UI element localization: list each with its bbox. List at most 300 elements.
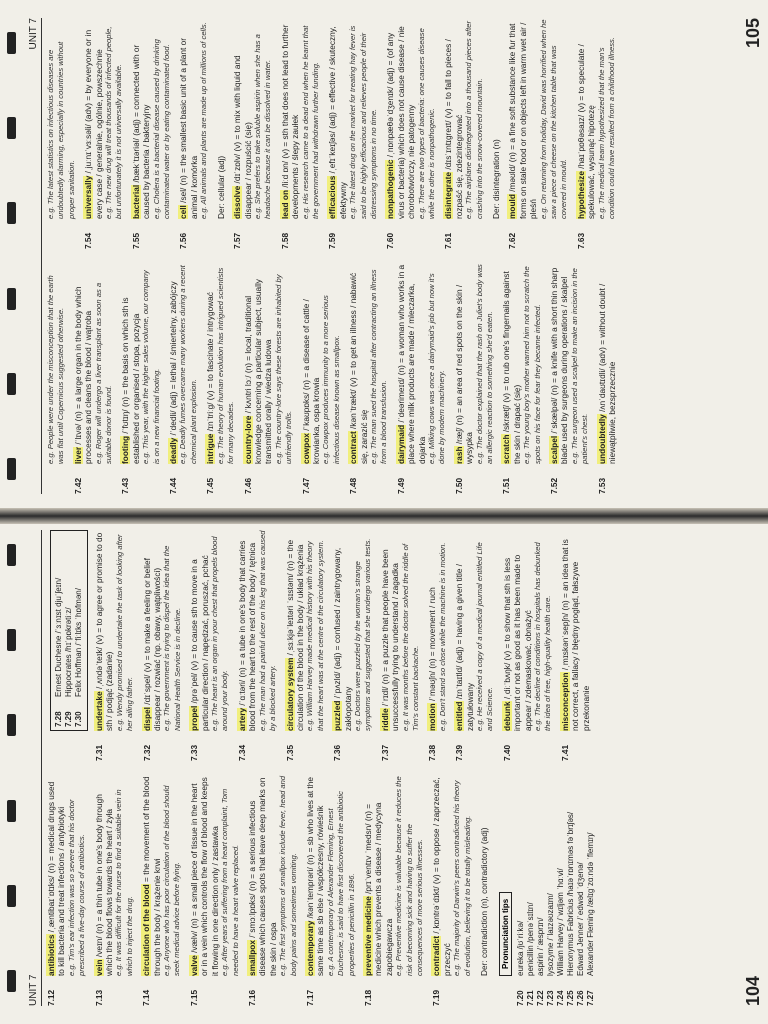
vocab-entry <box>479 775 489 1006</box>
left-column-2 <box>46 530 738 761</box>
entry-headword: circulatory system <box>284 657 295 731</box>
entry-headword: dispel <box>141 707 152 731</box>
entry-number: 7.16 <box>246 989 257 1006</box>
entry-headword: smallpox <box>246 940 257 976</box>
entry-example: e.g. People were under the misconception that the earth was flat until Copernicus suggested otherwise. <box>46 275 66 464</box>
entry-example: e.g. The new drug will treat thousands of infected people, but unfortunately it is not universally available. <box>104 26 124 219</box>
pronunciation-list <box>516 775 596 1006</box>
vocab-entry <box>549 263 591 494</box>
pronunciation-text: William Harvey /ˈwɪljəm ˈhɑːvi/ <box>556 868 566 976</box>
entry-definition: /ˈrɪdl/ (n) = a puzzle that people have been unsuccessfully trying to understand / zagadka <box>379 549 401 731</box>
entry-example: e.g. He received a copy of a medical journal entitled Life and Science. <box>475 542 495 731</box>
entry-body <box>247 775 299 976</box>
entry-headword: dairymaid <box>395 424 406 464</box>
entry-body <box>427 530 448 731</box>
vocab-entry <box>327 18 379 249</box>
entry-headword: undertake <box>94 691 104 731</box>
entry-number: 7.22 <box>536 990 546 1006</box>
entry-headword: propel <box>189 705 200 731</box>
entry-definition: /ræʃ/ (n) = an area of red spots on the skin / wysypka <box>453 284 475 464</box>
entry-definition: /ˌjuːnɪˈvɜːsəli/ (adv) = by everyone or in every case / generalnie, ogólnie, powszechnie <box>83 29 104 219</box>
entry-definition: /ˌefɪˈkeɪʃəs/ (adj) = effective / skuteczny, efektywny <box>327 26 348 219</box>
entry-definition: /sel/ (n) = the smallest basic unit of a plant or animal / komórka <box>178 37 199 219</box>
entry-body <box>120 263 162 464</box>
entry-headword: scratch <box>501 434 512 464</box>
entry-definition: /ˈɑːtəri/ (n) = a tube in one's body that carries blood from the heart to the rest of the body / tętnica <box>236 540 258 731</box>
entry-definition: /ˈdeərimeɪd/ (n) = a woman who works in a place where milk products are made / mleczarka, dojarka <box>395 264 427 464</box>
entry-number: 7.27 <box>586 990 596 1006</box>
vocab-entry <box>396 263 448 494</box>
entry-definition: /dɪˈzɒlv/ (v) = to mix with liquid and disappear / rozpuścić (się) <box>232 55 253 219</box>
vocab-entry <box>46 775 88 1006</box>
entry-definition: /haɪˈpɒθəsaɪz/ (v) = to speculate / spekulować, wysunąć hipotezę <box>575 44 597 219</box>
entry-headword: entitled <box>454 701 465 731</box>
entry-body <box>189 530 231 731</box>
vocab-entry <box>502 530 554 761</box>
entry-number: 7.30 <box>74 711 83 727</box>
entry-example: e.g. The first symptoms of smallpox include fever, head and body pains and sometimes vomiting. <box>278 775 298 976</box>
entry-headword: disintegrate <box>443 171 454 219</box>
vocab-entry <box>576 18 618 249</box>
entry-example: e.g. The man sued the hospital after contracting an illness from a blood transfusion. <box>368 269 389 464</box>
entry-example: e.g. The young boy's mother warned him not to scratch the spots on his face for fear they became infected. <box>522 266 542 464</box>
entry-body <box>83 18 125 219</box>
entry-body <box>443 18 485 219</box>
entry-example: e.g. There are two types of bacteria: one causes disease while the other is nonpathogenic. <box>416 28 436 219</box>
entry-definition: /kənˈtrækt/ (v) = to get an illness / nabawić się, zarazić się <box>348 272 369 464</box>
left-page <box>0 512 768 1024</box>
entry-number: 7.18 <box>362 989 373 1006</box>
entry-number: 7.59 <box>327 232 338 249</box>
entry-example: e.g. Anyone who has poor circulation of the blood should seek medical advice before flying. <box>162 785 182 976</box>
entry-definition: /ˈfʊtɪŋ/ (n) = the basis on which sth is established or organised / stopa, pozycja <box>120 297 141 464</box>
entry-number: 7.49 <box>395 477 406 494</box>
vocab-entry <box>237 530 279 761</box>
entry-body <box>46 775 88 976</box>
entry-example: e.g. Preventive medicine is valuable because it reduces the risk of becoming sick and having to suffer the consequences of more serious illnesses. <box>394 776 424 976</box>
entry-definition: /ˈskælpəl/ (n) = a knife with a short thin sharp blade used by surgeons during operations / skalpel <box>549 267 570 464</box>
entry-definition: /məʊld/ (n) = a fine soft substance like fur that forms on stale food or on objects left in warm wet air / pleśń <box>507 22 539 219</box>
pronunciation-text: aspirin /ˈæsprɪn/ <box>536 917 546 976</box>
entry-body <box>560 530 591 731</box>
vocab-entry <box>94 775 136 1006</box>
entry-body <box>94 530 136 731</box>
entry-number: 7.36 <box>332 744 343 761</box>
entry-headword: nonpathogenic <box>385 159 396 219</box>
entry-headword: universally <box>83 175 94 219</box>
vocab-entry <box>46 18 77 249</box>
vocab-entry <box>443 18 485 249</box>
entry-headword: efficacious <box>327 175 338 219</box>
vocab-entry <box>597 263 618 494</box>
entry-example: e.g. The doctor explained that the rash on Juliet's body was an allergic reaction to something she'd eaten. <box>474 264 495 464</box>
entry-example: e.g. The heart is an organ in your chest that propels blood around your body. <box>210 536 230 731</box>
entry-body <box>285 530 327 731</box>
vocab-entry <box>363 775 425 1006</box>
entry-number: 7.23 <box>546 990 556 1006</box>
vocab-entry <box>305 775 357 1006</box>
entry-number: 7.52 <box>549 477 560 494</box>
entry-definition: /prəˈpel/ (v) = to cause sth to move in a particular direction / napędzać, poruszać, pchać <box>189 555 210 731</box>
entry-body <box>131 18 173 219</box>
entry-headword: footing <box>120 435 131 464</box>
entry-example: e.g. It was difficult for the nurse to find a suitable vein in which to inject the drug. <box>114 789 134 976</box>
entry-headword: debunk <box>501 701 512 731</box>
pronunciation-item <box>556 775 566 1006</box>
entry-number: 7.57 <box>232 232 243 249</box>
entry-number: 7.12 <box>46 989 56 1006</box>
entry-definition: /ˈkaʊpɒks/ (n) = a disease of cattle / krowianka, ospa krowia <box>300 299 321 464</box>
entry-body <box>363 775 425 976</box>
entry-definition: /ˌnɒnpæθəˈdʒenɪk/ (adj) = (of any virus or bacteria) which does not cause disease / nie chorobotwórczy, nie patogenny <box>385 26 417 219</box>
entry-example: e.g. Roger will undergo a liver transplant as soon as a suitable donor is found. <box>93 282 114 464</box>
entry-example: e.g. The government is trying to dispel the idea that the National Health Service is in decline. <box>162 545 182 731</box>
entry-headword: lead on <box>279 189 290 219</box>
entry-body <box>501 263 543 464</box>
entry-number: 7.55 <box>130 232 141 249</box>
entry-definition: /ɪnˈtriːɡ/ (v) = to fascinate / intrygować <box>205 292 216 434</box>
pronunciation-item <box>74 534 84 727</box>
entry-headword: contract <box>348 431 359 464</box>
pronunciation-item <box>566 775 576 1006</box>
entry-number: 7.50 <box>453 477 464 494</box>
entry-number: 7.43 <box>120 477 131 494</box>
entry-body <box>348 263 390 464</box>
entry-headword: valve <box>188 955 199 976</box>
page-number: 104 <box>743 975 763 1006</box>
entry-example: e.g. The airplane disintegrated into a thousand pieces after crashing into the snow-covered mountain. <box>464 21 484 219</box>
entry-definition: /ˌæntibaɪˈɒtɪks/ (n) = medical drugs used to kill bacteria and treat infections / antybiotyki <box>46 781 67 976</box>
entry-number: 7.34 <box>236 744 247 761</box>
vocab-entry <box>120 263 162 494</box>
entry-number <box>479 976 489 1006</box>
entry-headword: country-lore <box>242 415 253 464</box>
entry-body <box>168 263 199 464</box>
entry-definition: Der: contradiction (n), contradictory (adj) <box>479 827 490 976</box>
entry-body <box>243 263 295 464</box>
pronunciation-text: Ernest Duchesne /ˈɜːnɪst djuˈʃeɪn/ <box>54 577 63 697</box>
pronunciation-item <box>516 775 526 1006</box>
unit-header: UNIT 7 <box>28 18 42 494</box>
entry-example: e.g. The latest drug on the market for treating hay fever is said to be highly efficacious and relieves people of their distressing symptoms in no time. <box>348 25 378 219</box>
entry-example: e.g. The country-lore says these forests are inhabited by unfriendly trolls. <box>273 274 294 464</box>
right-column-2 <box>46 18 738 249</box>
pronunciation-text: penicillin /penəˈsɪlɪn/ <box>526 902 536 976</box>
vocab-entry <box>189 775 241 1006</box>
pronunciation-text: lysozyme /ˈlaɪzəʊzaɪm/ <box>546 893 556 976</box>
entry-body <box>216 18 226 219</box>
entry-number: 7.37 <box>379 744 390 761</box>
entry-headword: misconception <box>559 672 570 731</box>
entry-example: e.g. Don't stand so close while the machine is in motion. <box>437 542 447 731</box>
vocab-entry <box>131 18 173 249</box>
entry-definition: /ˈsmɔːlpɒks/ (n) = a serious infectious disease which causes spots that leave deep marks on the skin / ospa <box>246 777 278 976</box>
pronunciation-item <box>576 775 586 1006</box>
entry-headword: artery <box>236 707 247 731</box>
entry-headword: contemporary <box>304 920 315 976</box>
entry-headword: preventive medicine <box>362 896 373 976</box>
entry-number <box>491 219 501 249</box>
entry-number: 7.31 <box>94 744 104 761</box>
entry-number: 7.41 <box>559 744 570 761</box>
entry-number: 7.35 <box>284 744 295 761</box>
entry-definition: /ɪnˈtaɪtld/ (adj) = having a given title / zatytułowany <box>454 563 475 731</box>
entry-number <box>46 464 67 494</box>
entry-number: 7.33 <box>189 744 200 761</box>
entry-body <box>396 263 448 464</box>
entry-example: e.g. On returning from holiday, David was horrified when he saw a piece of cheese on the kitchen table that was covered in mould. <box>538 19 569 219</box>
pronunciation-item <box>64 534 74 727</box>
entry-definition: /ˈdedli/ (adj) = lethal / śmiertelny, zabójczy <box>168 281 179 438</box>
entry-number: 7.45 <box>205 477 216 494</box>
entry-number: 7.63 <box>575 232 586 249</box>
entry-example: e.g. Doctors were puzzled by the woman's strange symptoms and suggested that she undergo various tests. <box>352 538 373 731</box>
entry-definition: /bækˈtɪəriəl/ (adj) = connected with or caused by bacteria / bakteryjny <box>130 44 152 219</box>
entry-definition: /dɪˈspel/ (v) = to make a feeling or belief disappear / rozwiać (np. obawy, wątpliwości) <box>141 558 163 731</box>
left-column-1 <box>46 775 738 1006</box>
vocab-entry <box>178 18 209 249</box>
entry-number: 7.61 <box>443 232 454 249</box>
entry-headword: scalpel <box>549 435 560 464</box>
entry-body <box>454 263 496 464</box>
entry-number: 7.60 <box>385 232 396 249</box>
entry-definition: Der: cellular (adj) <box>215 155 226 219</box>
entry-body <box>549 263 591 464</box>
pronunciation-text: Hippocrates /hɪˈpɒkrətiːz/ <box>64 607 73 697</box>
entry-body <box>491 18 501 219</box>
vocab-entry <box>205 263 236 494</box>
entry-number: 7.39 <box>454 744 465 761</box>
entry-definition: /ˈkʌntri lɔː/ (n) = local, traditional knowledge concerning a particular subject, usually transmitted orally / wiedza ludowa <box>242 279 274 464</box>
entry-body <box>380 530 422 731</box>
entry-body <box>46 18 77 219</box>
vocab-entry <box>189 530 231 761</box>
entry-number: 7.32 <box>141 744 152 761</box>
entry-example: e.g. Tim's ear infection was so severe that his doctor prescribed a five-day course of antibiotics. <box>66 799 87 976</box>
entry-number: 7.29 <box>64 711 73 727</box>
entry-example: e.g. After years of suffering from a heart complaint, Tom needed to have a heart valve replaced. <box>220 788 240 976</box>
entry-example: e.g. The latest statistics on infectious diseases are undoubtedly alarming, especially in countries without proper sanitation. <box>46 41 76 219</box>
entry-body <box>189 775 241 976</box>
vocab-entry <box>83 18 125 249</box>
entry-headword: rash <box>453 446 464 464</box>
pronunciation-item <box>536 775 546 1006</box>
entry-number: 7.42 <box>72 477 83 494</box>
entry-definition: /skrætʃ/ (v) = to rub one's fingernails against the skin / drapać (się) <box>501 271 522 464</box>
entry-example: e.g. This year, with the higher sales volume, our company is on a new financial footing. <box>141 270 161 464</box>
entry-example: e.g. A contemporary of Alexander Fleming, Ernest Duchesne, is said to have first discovered the antibiotic properties of penicillin in 1896. <box>325 791 356 976</box>
vocab-entry <box>431 775 473 1006</box>
entry-example: e.g. William Harvey made medical history with his theory that the heart was at the centre of the circulatory system. <box>305 540 325 731</box>
entry-headword: undoubtedly <box>596 414 607 464</box>
entry-body <box>280 18 322 219</box>
names-box <box>50 530 88 731</box>
entry-definition: = the movement of the blood through the body / krążenie krwi <box>141 776 162 976</box>
entry-body <box>576 18 618 219</box>
entry-headword: dissolve <box>232 185 243 219</box>
vocab-entry <box>280 18 322 249</box>
entry-definition: /ˌsɜːkjəˈleɪtəri ˈsɪstəm/ (n) = the circulation of the blood in the body / układ krążenia <box>284 539 305 731</box>
entry-definition: /vælv/ (n) = a small piece of tissue in the heart or in a vein which controls the flow of blood and keeps it flowing in one direction only / zastawka <box>188 777 220 976</box>
entry-example: e.g. All animals and plants are made up of millions of cells. <box>199 22 209 219</box>
entry-number: 7.21 <box>526 990 536 1006</box>
vocab-entry <box>247 775 299 1006</box>
entry-example: e.g. The majority of Darwin's peers contradicted his theory of evolution, believing it to be totally misleading. <box>452 780 472 976</box>
entry-body <box>305 775 357 976</box>
entry-number: 7.58 <box>279 232 290 249</box>
entry-number: 7.15 <box>188 989 199 1006</box>
entry-number: 7.13 <box>93 989 104 1006</box>
vocab-entry <box>168 263 199 494</box>
entry-body <box>479 775 489 976</box>
entry-headword: bacterial <box>130 184 141 219</box>
entry-headword: mould <box>507 194 518 219</box>
entry-headword: hypothesize <box>575 171 586 219</box>
vocab-entry <box>301 263 343 494</box>
entry-body <box>327 18 379 219</box>
pronunciation-text: Felix Hoffman /ˈfiːlɪks ˈhɒfmən/ <box>74 588 83 697</box>
entry-headword: cowpox <box>300 433 311 464</box>
entry-body <box>178 18 209 219</box>
entry-number: 7.48 <box>348 477 359 494</box>
entry-number: 7.24 <box>556 990 566 1006</box>
entry-number: 7.51 <box>501 477 512 494</box>
entry-definition: /ˈpʌzld/ (adj) = confused / zaintrygowany, zakłopotany <box>332 547 353 731</box>
entry-body <box>141 775 183 976</box>
entry-number: 7.53 <box>596 477 607 494</box>
entry-definition: /kənˈtemprəri/ (n) = sb who lives at the same time as sb else / współczesny, rówieśnik <box>304 777 326 976</box>
entry-example: e.g. His research came to a dead end when he learnt that the government had withdrawn further funding. <box>300 25 320 219</box>
entry-headword: riddle <box>379 708 390 731</box>
entry-body <box>507 18 569 219</box>
vocab-entry <box>243 263 295 494</box>
entry-headword: liver <box>72 446 83 464</box>
vocab-entry <box>332 530 374 761</box>
vocab-entry <box>501 263 543 494</box>
entry-body <box>385 18 437 219</box>
entry-body <box>332 530 374 731</box>
entry-number <box>46 219 77 249</box>
entry-example: e.g. Cholera is a bacterial disease caused by drinking contaminated water or by eating contaminated food. <box>151 39 172 219</box>
page-number: 105 <box>743 18 763 49</box>
entry-definition: /liːd ɒn/ (v) = sth that does not lead to further developments / ślepy zaułek <box>279 24 301 219</box>
entry-number: 7.17 <box>304 989 315 1006</box>
vocab-entry <box>454 530 496 761</box>
entry-number: 7.62 <box>507 232 518 249</box>
entry-number: 7.28 <box>54 711 63 727</box>
entry-definition: /ˈməʊʃn/ (n) = movement / ruch <box>427 587 438 704</box>
entry-example: e.g. Deadly fumes overcame many workers during a recent chemical plant explosion. <box>178 265 198 464</box>
vocab-entry <box>73 263 115 494</box>
entry-example: e.g. The man had a painful ulcer on his leg that was caused by a blocked artery. <box>257 530 278 731</box>
entry-number: 7.44 <box>168 477 179 494</box>
vocab-entry <box>385 18 437 249</box>
vocab-entry <box>142 530 184 761</box>
entry-example: e.g. She prefers to take soluble aspirin when she has a headache because it can be dissolved in water. <box>252 34 273 219</box>
entry-example: e.g. The theory of human evolution has intrigued scientists for many decades. <box>215 267 236 464</box>
entry-number <box>216 219 226 249</box>
pronunciation-item <box>526 775 536 1006</box>
entry-body <box>94 775 136 976</box>
entry-body <box>237 530 279 731</box>
vocab-entry <box>454 263 496 494</box>
pronunciation-item <box>586 775 596 1006</box>
vocab-entry <box>141 775 183 1006</box>
entry-headword: contradict <box>431 935 442 976</box>
vocab-entry <box>507 18 569 249</box>
entry-number: 7.19 <box>431 989 442 1006</box>
entry-definition: /prɪˈventɪv ˈmedsn/ (n) = medicine which prevents a disease / medycyna zapobiegawcza <box>362 802 394 976</box>
entry-headword: motion <box>427 703 438 731</box>
entry-definition: /ˈlɪvə/ (n) = a large organ in the body which processes and cleans the blood / wątroba <box>72 286 94 464</box>
vocab-entry <box>427 530 448 761</box>
entry-definition: /ˌdiːˈbʌŋk/ (v) = to show that sth is less important or not as good as it has been made to appear / zdemaskować, obnażyć <box>501 554 533 731</box>
entry-example: e.g. The decline of conditions in hospitals has debunked the idea of free, high-quality health care. <box>533 542 553 731</box>
entry-body <box>301 263 343 464</box>
pronunciation-text: Alexander Fleming /ælɪgˈzɑːndə ˈflemɪŋ/ <box>586 832 596 976</box>
entry-definition: /ʌnˈdaʊtɪdli/ (adv) = without doubt / niewątpliwie, bezsprzecznie <box>596 283 618 464</box>
right-column-1 <box>46 263 738 494</box>
entry-definition: /ˌkɒntrəˈdɪkt/ (v) = to oppose / zaprzeczać, przeczyć <box>431 777 452 976</box>
pronunciation-text: Hieronymus Fabricius /haɪəˈrɒnɪməs fəˈbrɪʃəs/ <box>566 811 576 976</box>
entry-number: 7.54 <box>83 232 94 249</box>
pronunciation-text: eureka /jʊˈriːkə/ <box>516 920 526 976</box>
entry-number: 7.46 <box>242 477 253 494</box>
entry-example: e.g. Milking cows was once a dairymaid's job but now it's done by modern machinery. <box>427 273 447 464</box>
entry-example: e.g. The medical team hypothesized that the man's condition could have resulted from a childhood illness. <box>596 37 617 219</box>
entry-definition: /dɪsˈɪntɪɡreɪt/ (v) = to fall to pieces / rozpaść się, zdezintegrować <box>443 39 464 219</box>
entry-body <box>73 263 115 464</box>
entry-example: e.g. The surgeon used a scalpel to make an incision in the patient's chest. <box>569 268 590 464</box>
entry-body <box>431 775 473 976</box>
pronunciation-tips-title: Pronunciation tips <box>499 892 512 976</box>
vocab-entry <box>46 263 67 494</box>
entry-body <box>205 263 236 464</box>
entry-definition: /ˌʌndəˈteɪk/ (v) = to agree or promise to do sth / podjąć (zadanie) <box>94 532 115 731</box>
entry-headword: cell <box>178 205 189 219</box>
entry-body <box>597 263 618 464</box>
entry-body <box>502 530 554 731</box>
pronunciation-item <box>54 534 64 727</box>
vocab-entry <box>216 18 226 249</box>
entry-body <box>454 530 496 731</box>
entry-example: e.g. It was months before the doctor solved the riddle of Tim's constant backache. <box>400 544 420 731</box>
entry-definition: Der: disintegration (n) <box>491 139 502 219</box>
entry-number: 7.56 <box>178 232 189 249</box>
entry-number: 7.25 <box>566 990 576 1006</box>
vocab-entry <box>380 530 422 761</box>
entry-headword: circulation of the blood <box>141 884 152 976</box>
vocab-entry <box>285 530 327 761</box>
entry-body <box>142 530 184 731</box>
entry-headword: vein <box>93 959 104 976</box>
vocab-entry <box>348 263 390 494</box>
entry-number: 7.14 <box>141 989 152 1006</box>
entry-number: 7.38 <box>427 744 438 761</box>
entry-definition: /ˌmɪskənˈsepʃn/ (n) = an idea that is not correct, a fallacy / błędny pogląd, fałszywe przekonanie <box>559 539 591 731</box>
entry-number: 7.20 <box>516 990 526 1006</box>
entry-body <box>46 263 67 464</box>
pronunciation-item <box>546 775 556 1006</box>
entry-headword: deadly <box>168 437 179 464</box>
entry-example: e.g. Cowpox produces immunity to a more serious infectious disease known as smallpox. <box>321 295 341 464</box>
entry-definition: /veɪn/ (n) = a thin tube in one's body through which the blood flows towards the heart / żyła <box>93 794 115 976</box>
pronunciation-text: Edward Jenner /ˈedwəd ˈdʒenə/ <box>576 862 586 976</box>
entry-example: e.g. Wendy promised to undertake the task of looking after her ailing father. <box>114 534 135 731</box>
entry-number: 7.26 <box>576 990 586 1006</box>
entry-headword: intrigue <box>205 433 216 464</box>
vocab-entry <box>94 530 136 761</box>
